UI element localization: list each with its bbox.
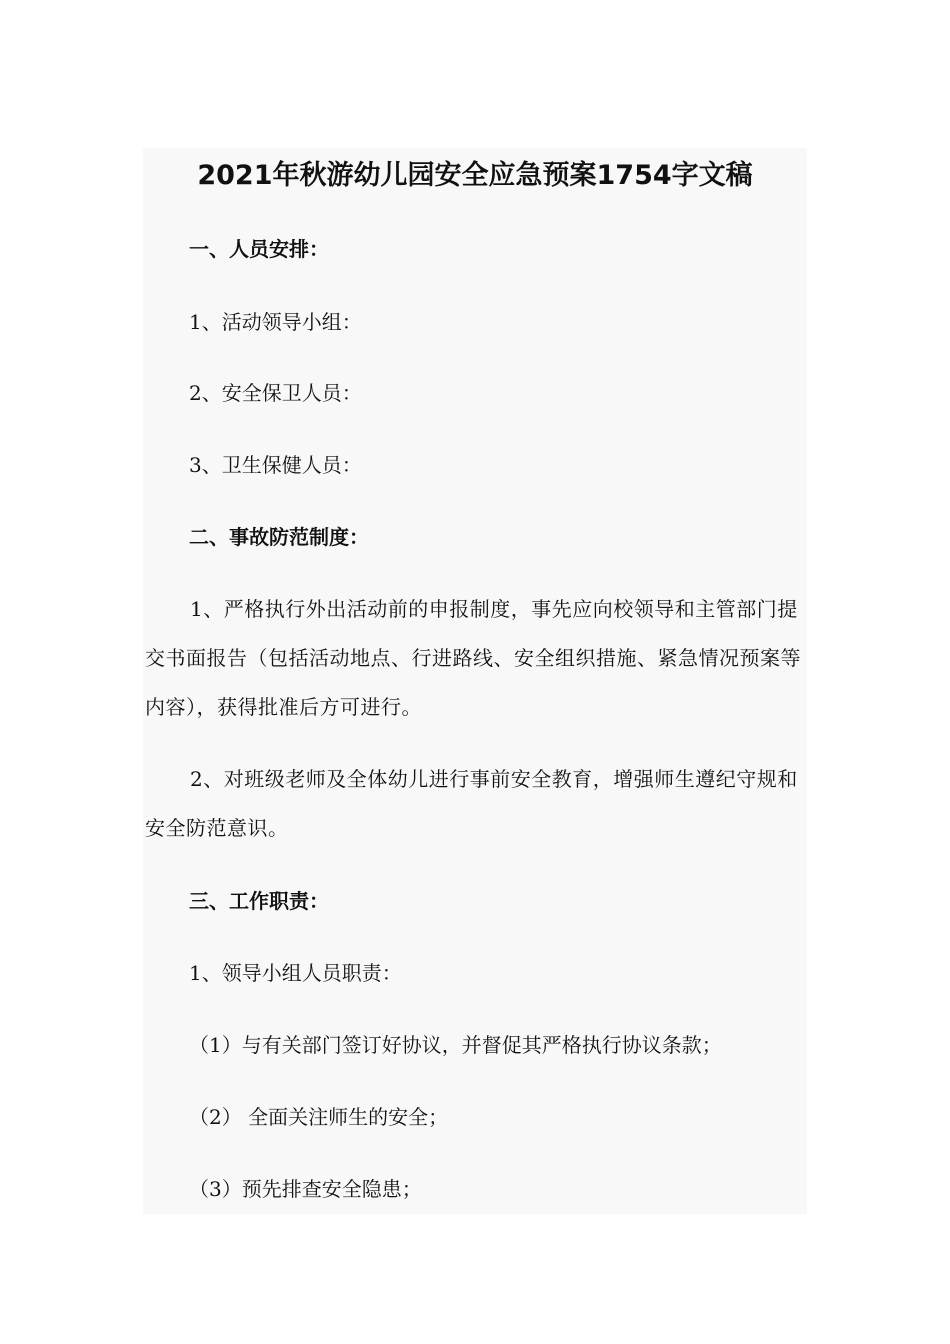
list-item-health-staff: 3、卫生保健人员： xyxy=(189,453,362,477)
paragraph-safety-education: 2、对班级老师及全体幼儿进行事前安全教育，增强师生遵纪守规和安全防范意识。 xyxy=(145,767,798,840)
list-item-duty-2: （2） 全面关注师生的安全； xyxy=(189,1105,449,1129)
document-title: 2021年秋游幼儿园安全应急预案1754字文稿 xyxy=(197,160,753,191)
section-heading-duties: 三、工作职责： xyxy=(189,889,329,913)
section-heading-personnel: 一、人员安排： xyxy=(189,237,329,261)
paragraph-reporting-system: 1、严格执行外出活动前的申报制度，事先应向校领导和主管部门提交书面报告（包括活动地点、行进路线、安全组织措施、紧急情况预案等内容），获得批准后方可进行。 xyxy=(145,597,801,719)
list-item-leader-duties: 1、领导小组人员职责： xyxy=(189,961,402,985)
list-item-security-staff: 2、安全保卫人员： xyxy=(189,381,362,405)
list-item-duty-1: （1）与有关部门签订好协议，并督促其严格执行协议条款； xyxy=(189,1033,722,1057)
list-item-leadership-group: 1、活动领导小组： xyxy=(189,310,362,334)
list-item-duty-3: （3）预先排查安全隐患； xyxy=(189,1177,422,1201)
section-heading-prevention: 二、事故防范制度： xyxy=(189,525,369,549)
